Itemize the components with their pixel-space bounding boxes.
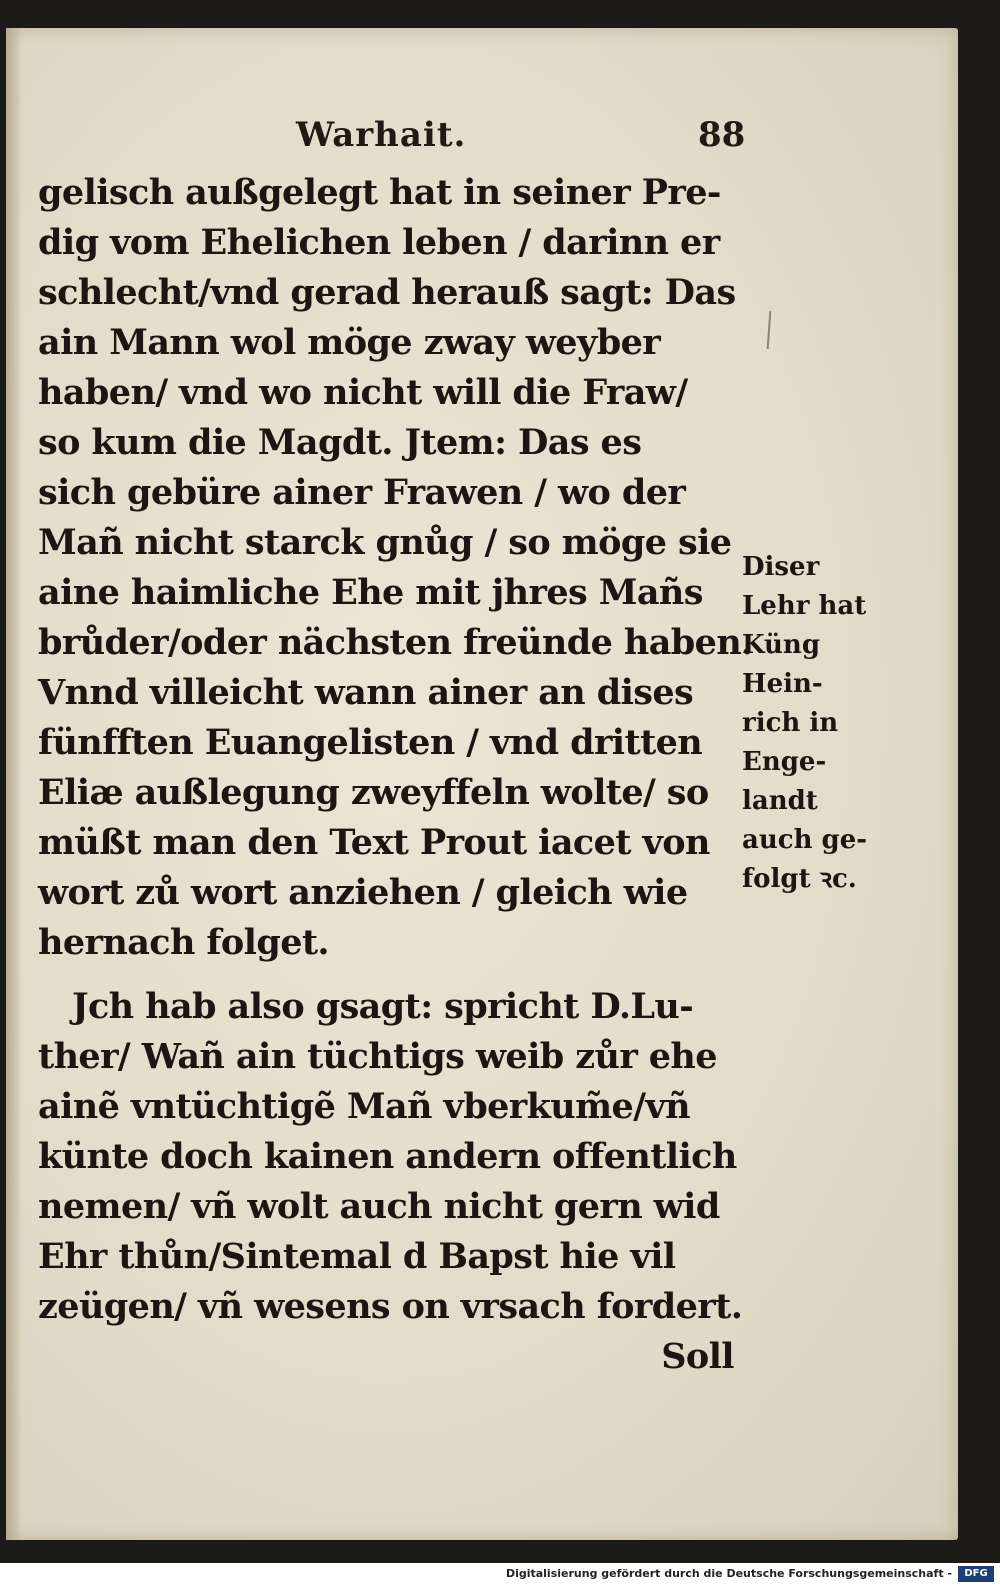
digitization-footer xyxy=(0,1563,1000,1587)
text-line: fünfften Euangelisten / vnd dritten xyxy=(38,722,703,763)
text-line: zeügen/ vñ wesens on vrsach fordert. xyxy=(38,1286,743,1327)
text-line: wort zů wort anziehen / gleich wie xyxy=(38,872,688,913)
marginal-line: auch ge- xyxy=(742,825,868,855)
text-line: ainẽ vntüchtigẽ Mañ vberkum̃e/vñ xyxy=(38,1086,690,1127)
catchword: Soll xyxy=(661,1336,734,1377)
text-line: Vnnd villeicht wann ainer an dises xyxy=(38,672,694,713)
funding-credit: Digitalisierung gefördert durch die Deutsche Forschungsgemeinschaft - xyxy=(505,1567,952,1580)
marginal-line: Küng xyxy=(742,630,821,660)
text-line: aine haimliche Ehe mit jhres Mañs xyxy=(38,572,703,613)
main-text xyxy=(38,168,753,1382)
page-gutter-shadow xyxy=(6,28,22,1540)
page-number: 88 xyxy=(698,115,746,155)
marginal-note xyxy=(742,548,882,899)
marginal-line: folgt ꝛc. xyxy=(742,864,857,894)
text-line: müßt man den Text Prout iacet von xyxy=(38,822,710,863)
text-line: hernach folget. xyxy=(38,922,330,963)
text-line: brůder/oder nächsten freünde haben. xyxy=(38,622,753,663)
dfg-logo: DFG xyxy=(958,1566,994,1582)
book-page xyxy=(6,28,958,1540)
text-line: ain Mann wol möge zway weyber xyxy=(38,322,661,363)
text-line: schlecht/vnd gerad herauß sagt: Das xyxy=(38,272,736,313)
marginal-line: landt xyxy=(742,786,818,816)
text-line: haben/ vnd wo nicht will die Fraw/ xyxy=(38,372,688,413)
text-line: Jch hab also gsagt: spricht D.Lu- xyxy=(72,986,694,1027)
text-line: dig vom Ehelichen leben / darinn er xyxy=(38,222,720,263)
text-line: künte doch kainen andern offentlich xyxy=(38,1136,737,1177)
text-line: so kum die Magdt. Jtem: Das es xyxy=(38,422,642,463)
text-line: Ehr thůn/Sintemal d Bapst hie vil xyxy=(38,1236,676,1277)
text-line: sich gebüre ainer Frawen / wo der xyxy=(38,472,686,513)
text-line: gelisch außgelegt hat in seiner Pre- xyxy=(38,172,721,213)
text-line: nemen/ vñ wolt auch nicht gern wid xyxy=(38,1186,720,1227)
running-head: Warhait. xyxy=(296,115,467,155)
marginal-line: Diser xyxy=(742,552,820,582)
marginal-line: Enge- xyxy=(742,747,827,777)
pencil-mark xyxy=(767,311,772,349)
text-line: ther/ Wañ ain tüchtigs weib zůr ehe xyxy=(38,1036,717,1077)
marginal-line: rich in xyxy=(742,708,839,738)
marginal-line: Lehr hat xyxy=(742,591,867,621)
marginal-line: Hein- xyxy=(742,669,823,699)
text-line: Mañ nicht starck gnůg / so möge sie xyxy=(38,522,732,563)
text-line: Eliæ außlegung zweyffeln wolte/ so xyxy=(38,772,709,813)
